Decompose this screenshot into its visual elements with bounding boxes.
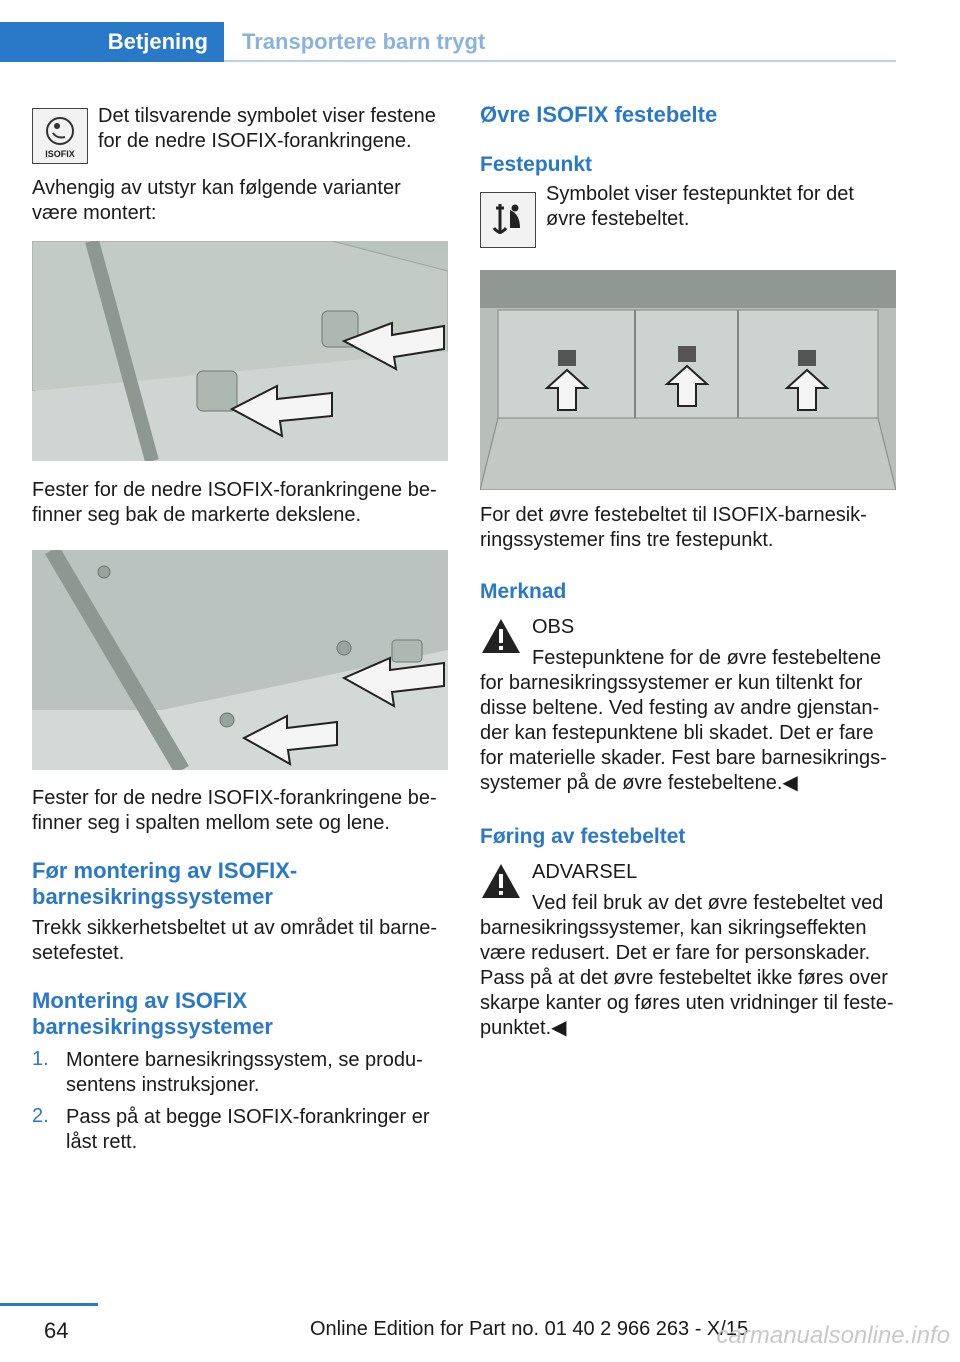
note-text: Festepunktene for de øvre festebeltene for barnesikringssystemer er kun tiltenkt for disse beltene. Ved festing av andre gjenstan- der kan festepunktene bli skadet. Det er fare for materielle skader. Fest bare barnesikrings- systemer på de øvre festebeltene.◀ [480, 647, 887, 794]
page-number: 64 [44, 1318, 69, 1343]
note-title: OBS [532, 616, 575, 638]
warning-triangle-icon [480, 862, 522, 905]
header-divider [224, 60, 896, 62]
edition-text: Online Edition for Part no. 01 40 2 966 263 - X/15 [310, 1318, 749, 1340]
step-text: Montere barnesikringssystem, se produ- sentens instruksjoner. [66, 1049, 423, 1096]
step-number: 2. [32, 1105, 49, 1127]
tether-symbol-caption: Symbolet viser festepunktet for det øvre festebeltet. [546, 183, 854, 230]
before-mounting-text: Trekk sikkerhetsbeltet ut av området til barne- setefestet. [32, 917, 437, 964]
left-column [32, 100, 448, 226]
warning-block [480, 860, 896, 1041]
warning-text: Ved feil bruk av det øvre festebeltet ved barnesikringssystemer, kan sikringseffekten være redusert. Det er fare for personskader. Pass på at det øvre festebeltet ikke føres over skarpe kanter og føres uten vridninger til feste- punktet.◀ [480, 892, 894, 1039]
warning-title: ADVARSEL [532, 861, 638, 883]
subheading-merknad: Merknad [480, 580, 567, 603]
isofix-symbol-icon [32, 108, 88, 164]
variants-intro: Avhengig av utstyr kan følgende varianter være montert: [32, 177, 401, 224]
left-lower [32, 786, 448, 1155]
trunk-photo-caption: For det øvre festebeltet til ISOFIX-barnesik- ringssystemer fins tre festepunkt. [480, 504, 867, 551]
warning-triangle-icon [480, 617, 522, 660]
photo-isofix-covers [32, 241, 448, 461]
list-item [32, 1048, 448, 1098]
subheading-foring: Føring av festebeltet [480, 825, 686, 848]
heading-before-mounting: Før montering av ISOFIX- barnesikringssystemer [32, 858, 298, 909]
note-block [480, 615, 896, 796]
isofix-symbol-label: ISOFIX [45, 149, 75, 159]
isofix-symbol-caption: Det tilsvarende symbolet viser festene for de nedre ISOFIX-forankringene. [98, 105, 436, 152]
list-item [32, 1105, 448, 1155]
right-lower [480, 503, 896, 1041]
tether-anchor-icon [480, 192, 536, 248]
heading-upper-isofix: Øvre ISOFIX festebelte [480, 102, 718, 127]
page-header [0, 22, 896, 62]
photo2-caption: Fester for de nedre ISOFIX-forankringene be- finner seg i spalten mellom sete og lene. [32, 787, 437, 834]
photo-isofix-gap [32, 550, 448, 770]
mounting-steps [32, 1048, 448, 1155]
subheading-festepunkt: Festepunkt [480, 153, 593, 176]
footer-divider [0, 1303, 98, 1306]
right-column [480, 102, 896, 254]
heading-mounting: Montering av ISOFIX barnesikringssystemer [32, 988, 273, 1039]
watermark[interactable]: carmanualsonline.info [716, 1322, 950, 1349]
photo-trunk-anchors [480, 270, 896, 490]
step-text: Pass på at begge ISOFIX-forankringer er låst rett. [66, 1106, 430, 1153]
step-number: 1. [32, 1048, 49, 1070]
section-tab-transportere[interactable]: Transportere barn trygt [242, 29, 486, 54]
section-tab-betjening[interactable]: Betjening [0, 22, 224, 62]
photo1-caption: Fester for de nedre ISOFIX-forankringene be- finner seg bak de markerte dekslene. [32, 479, 437, 526]
